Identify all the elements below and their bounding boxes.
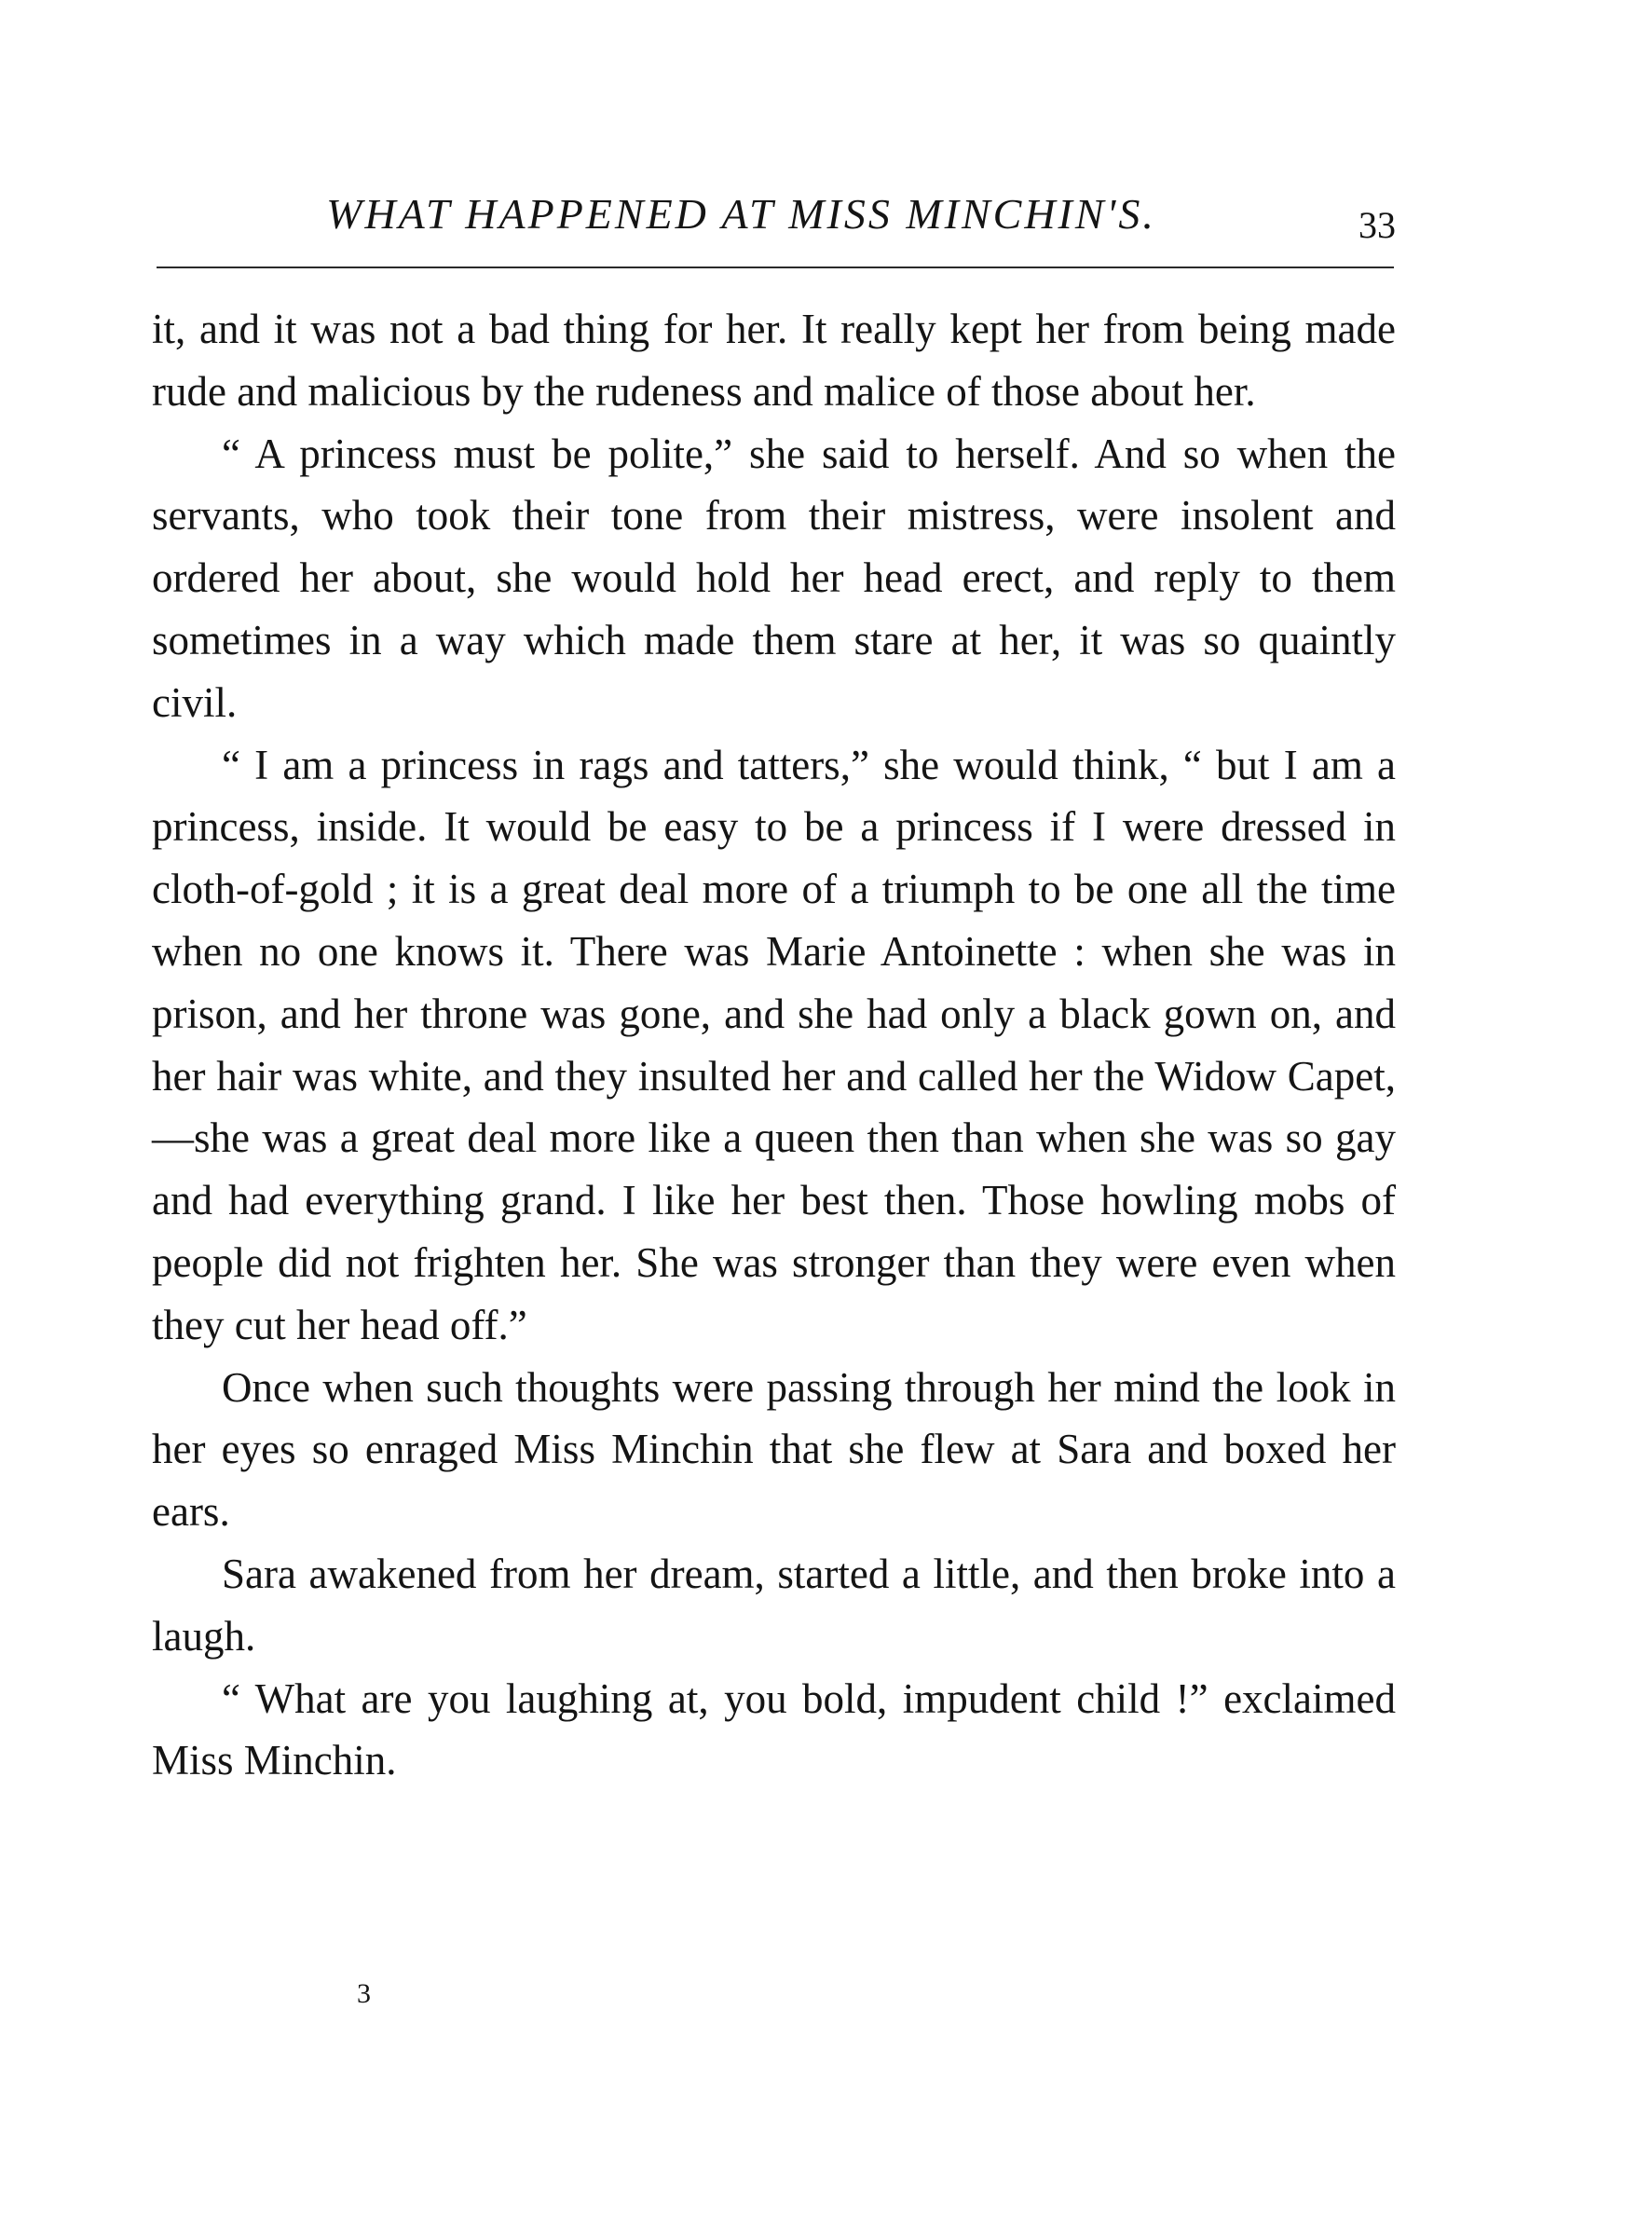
paragraph: “ What are you laughing at, you bold, impudent child !” exclaimed Miss Minchin. <box>152 1674 1396 1784</box>
paragraph: Once when such thoughts were passing through her mind the look in her eyes so enraged Miss Minchin that she flew at Sara and boxed her ears. <box>152 1363 1396 1536</box>
paragraph: Sara awakened from her dream, started a little, and then broke into a laugh. <box>152 1550 1396 1660</box>
running-title: WHAT HAPPENED AT MISS MINCHIN'S. <box>326 190 1156 238</box>
paragraph-continuation: it, and it was not a bad thing for her. It really kept her from being made rude and malicious by the rudeness and malice of those about her. <box>152 306 1396 415</box>
signature-mark: 3 <box>357 1978 371 2009</box>
paragraph: “ I am a princess in rags and tatters,” she would think, “ but I am a princess, inside. It would be easy to be a princess if I were dressed in cloth-of-gold ; it is a great deal more of a triumph to be one all the time when no one knows it. There was Marie Antoinette : when she was in prison, and her throne was gone, and she had only a black gown on, and her hair was white, and they insulted her and called her the Widow Capet,—she was a great deal more like a queen then than when she was so gay and had everything grand. I like her best then. Those howling mobs of people did not frighten her. She was stronger than they were even when they cut her head off.” <box>152 741 1396 1348</box>
paragraph: “ A princess must be polite,” she said to herself. And so when the servants, who took their tone from their mistress, were insolent and ordered her about, she would hold her head erect, and reply to them sometimes in a way which made them stare at her, it was so quaintly civil. <box>152 430 1396 726</box>
page-number: 33 <box>1358 204 1396 246</box>
body-text <box>152 298 1396 1792</box>
running-head <box>152 186 1396 252</box>
header-rule <box>157 266 1394 268</box>
